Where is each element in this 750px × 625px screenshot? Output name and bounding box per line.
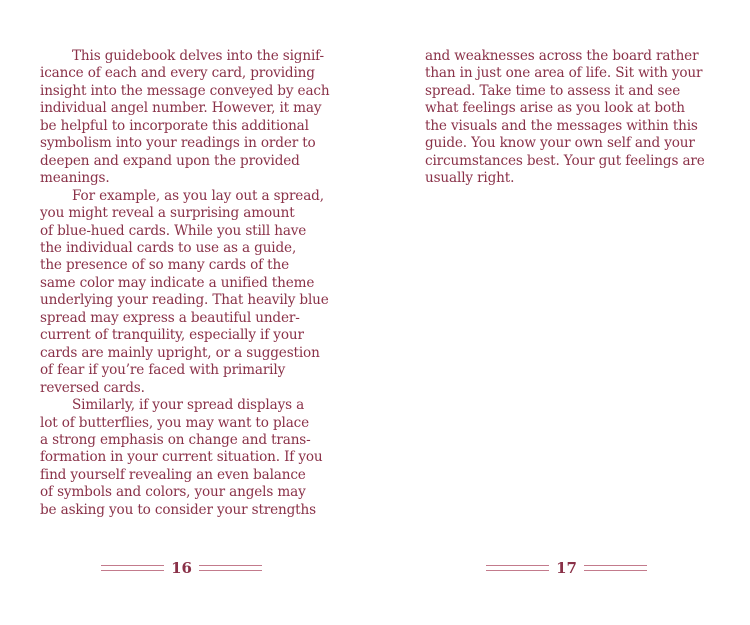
right-page-folio <box>486 558 647 578</box>
text-line: the individual cards to use as a guide, <box>40 239 297 256</box>
text-line: deepen and expand upon the provided <box>40 152 300 169</box>
text-line: of symbols and colors, your angels may <box>40 484 306 501</box>
text-line: current of tranquility, especially if your <box>40 327 304 344</box>
right-page-body-text <box>425 48 725 188</box>
text-line: usually right. <box>425 170 515 187</box>
text-line: same color may indicate a unified theme <box>40 274 315 291</box>
text-line: insight into the message conveyed by each <box>40 82 330 99</box>
folio-rule-left <box>101 565 164 571</box>
text-line: and weaknesses across the board rather <box>425 48 699 64</box>
folio-rule-right <box>584 565 647 571</box>
text-line: underlying your reading. That heavily blue <box>40 292 329 309</box>
text-line: individual angel number. However, it may <box>40 100 322 117</box>
text-line: symbolism into your readings in order to <box>40 135 316 152</box>
text-line: guide. You know your own self and your <box>425 135 695 152</box>
text-line: formation in your current situation. If you <box>40 449 323 466</box>
text-line: be helpful to incorporate this additional <box>40 117 309 134</box>
text-line: the presence of so many cards of the <box>40 257 289 274</box>
text-line: you might reveal a surprising amount <box>40 205 295 222</box>
text-line: the visuals and the messages within this <box>425 117 698 134</box>
left-page-body-text <box>40 48 330 519</box>
text-line: spread may express a beautiful under- <box>40 309 300 326</box>
page-number: 17 <box>556 559 577 577</box>
text-line: meanings. <box>40 170 110 187</box>
text-line: be asking you to consider your strengths <box>40 501 316 518</box>
right-page <box>375 0 750 625</box>
text-line: lot of butterflies, you may want to place <box>40 414 310 431</box>
text-line: Similarly, if your spread displays a <box>72 397 305 414</box>
text-line: reversed cards. <box>40 379 145 396</box>
text-line: find yourself revealing an even balance <box>40 466 306 483</box>
text-line: what feelings arise as you look at both <box>425 100 685 117</box>
text-line: For example, as you lay out a spread, <box>72 187 324 204</box>
folio-rule-left <box>486 565 549 571</box>
text-line: a strong emphasis on change and trans- <box>40 431 311 448</box>
text-line: circumstances best. Your gut feelings are <box>425 152 705 169</box>
text-line: cards are mainly upright, or a suggestion <box>40 344 320 361</box>
text-line: icance of each and every card, providing <box>40 65 315 82</box>
text-line: This guidebook delves into the signif- <box>72 48 324 64</box>
page-number: 16 <box>171 559 192 577</box>
text-line: of blue-hued cards. While you still have <box>40 222 307 239</box>
left-page-folio <box>101 558 262 578</box>
folio-rule-right <box>199 565 262 571</box>
text-line: of fear if you’re faced with primarily <box>40 362 286 379</box>
text-line: than in just one area of life. Sit with your <box>425 65 703 82</box>
text-line: spread. Take time to assess it and see <box>425 82 681 99</box>
